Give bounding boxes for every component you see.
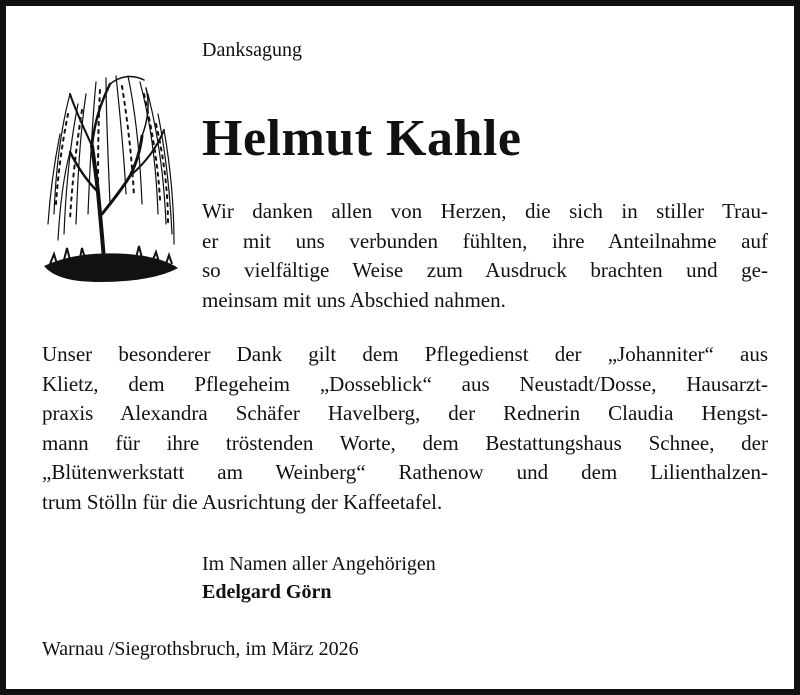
notice-heading: Danksagung: [202, 39, 302, 61]
text-line: Klietz, dem Pflegeheim „Dosseblick“ aus Neustadt/Dosse, Hausarzt-: [42, 371, 768, 396]
deceased-name: Helmut Kahle: [202, 110, 522, 167]
text-line: trum Stölln für die Ausrichtung der Kaffeetafel.: [42, 489, 443, 514]
thanks-paragraph-1: [202, 197, 768, 315]
text-line: Wir danken allen von Herzen, die sich in stiller Trau-: [202, 199, 768, 223]
text-line: er mit uns verbunden fühlten, ihre Anteilnahme auf: [202, 228, 768, 253]
text-line: Unser besonderer Dank gilt dem Pflegedienst der „Johanniter“ aus: [42, 342, 768, 366]
text-line: meinsam mit uns Abschied nahmen.: [202, 287, 506, 312]
text-line: praxis Alexandra Schäfer Havelberg, der Rednerin Claudia Hengst-: [42, 401, 768, 425]
text-line: mann für ihre tröstenden Worte, dem Bestattungshaus Schnee, der: [42, 430, 768, 455]
place-date: Warnau /Siegrothsbruch, im März 2026: [42, 638, 359, 660]
weeping-willow-icon: [40, 64, 180, 300]
signature-intro: Im Namen aller Angehörigen: [202, 553, 436, 575]
signature-block: [202, 550, 436, 606]
thanks-paragraph-2: [42, 340, 768, 517]
text-line: „Blütenwerkstatt am Weinberg“ Rathenow und dem Lilienthalzen-: [42, 460, 768, 484]
signature-name: Edelgard Görn: [202, 581, 332, 603]
text-line: so vielfältige Weise zum Ausdruck brachten und ge-: [202, 258, 768, 282]
